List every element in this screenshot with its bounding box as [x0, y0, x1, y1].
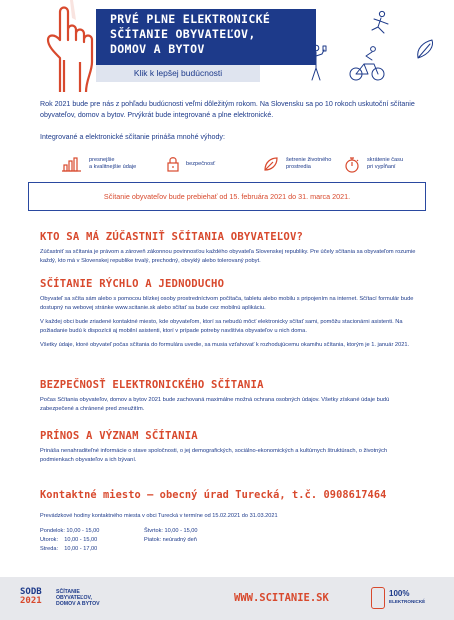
sodb-logo — [20, 588, 42, 606]
website-link[interactable]: WWW.SCITANIE.SK — [234, 592, 329, 604]
electronic-badge — [389, 589, 429, 609]
leaf-icon — [418, 40, 433, 58]
section-security — [40, 379, 420, 419]
benefit-line: a kvalitnejšie údaje — [89, 164, 137, 170]
section-paragraph: V každej obci bude zriadené kontaktné miesto, kde obyvateľom, ktorí sa nebudú môcť elektronicky sčítať sami, pomôžu stacionárni asistenti. Na požiadanie budú k dispozícii aj mobilní asistenti, ktorí v prípade potreby navštívia obyvateľov u nich doma. — [40, 319, 403, 334]
person-with-phone-icon — [311, 45, 326, 80]
section-benefits — [40, 430, 420, 470]
header-title-line: PRVÉ PLNE ELEKTRONICKÉ — [110, 12, 271, 26]
date-notice: Sčítanie obyvateľov bude prebiehať od 15. februára 2021 do 31. marca 2021. — [28, 182, 426, 211]
logo-text-line: DOMOV A BYTOV — [56, 601, 100, 608]
header-subtitle: Klik k lepšej budúcnosti — [96, 65, 260, 82]
badge-line: ELEKTRONICKÉ — [389, 599, 426, 604]
office-hours-note: Prevádzkové hodiny kontaktného miesta v obci Turecká v termíne od 15.02.2021 do 31.03.2021 — [40, 513, 278, 519]
logo-line: 2021 — [20, 596, 42, 606]
benefit-line: prostredia — [286, 164, 311, 170]
section-paragraph: Všetky údaje, ktoré obyvateľ počas sčítania do formulára uvedie, sa musia vzťahovať k rozhodujúcemu okamihu sčítania, ktorým je 1. január 2021. — [40, 342, 410, 348]
benefit-text — [286, 157, 331, 171]
benefit-item — [263, 149, 331, 179]
lock-icon — [167, 156, 179, 172]
benefit-line: pri vypĺňaní — [367, 164, 396, 170]
badge-line: 100% — [389, 589, 410, 598]
logo-text — [56, 589, 100, 608]
benefit-text: bezpečnosť — [186, 160, 216, 167]
leaf-icon — [263, 156, 279, 172]
section-quick — [40, 278, 420, 355]
benefit-item — [344, 149, 403, 179]
logo-text-line: SČÍTANIE — [56, 589, 80, 595]
hours-row: Streda: 10,00 - 17,00 — [40, 546, 98, 552]
section-paragraph: Prináša nenahraditeľné informácie o stave spoločnosti, o jej demografických, sociálno-ekonomických a kultúrnych štruktúrach, o životných podmienkach obyvateľov a ich bývaní. — [40, 448, 388, 463]
header-illustrations — [0, 0, 454, 92]
benefit-item — [167, 149, 215, 179]
section-who — [40, 231, 420, 271]
section-heading: SČÍTANIE RÝCHLO A JEDNODUCHO — [40, 278, 225, 290]
section-paragraph: Zúčastniť sa sčítania je právom a zároveň zákonnou povinnosťou každého obyvateľa Slovenskej republiky. Pre účely sčítania sa obyvateľom rozumie každý, kto má v Slovenskej republike trvalý, prechodný, obvyklý alebo tolerovaný pobyt. — [40, 249, 416, 264]
header-title-line: DOMOV A BYTOV — [110, 42, 205, 56]
chart-icon — [62, 156, 82, 172]
hours-row: Piatok: neúradný deň — [144, 537, 197, 543]
benefit-text — [89, 157, 136, 171]
logo-line: SODB — [20, 587, 42, 597]
hours-row: Utorok: 10,00 - 15,00 — [40, 537, 98, 543]
section-paragraph: Počas Sčítania obyvateľov, domov a bytov 2021 bude zachovaná maximálne možná ochrana osobných údajov. Všetky získané údaje budú zabezpečené a chránené pred zneužitím. — [40, 397, 390, 412]
benefit-line: presnejšie — [89, 157, 115, 163]
stopwatch-icon — [344, 156, 360, 173]
section-heading: PRÍNOS A VÝZNAM SČÍTANIA — [40, 430, 198, 442]
logo-text-line: OBYVATEĽOV, — [56, 595, 92, 602]
hours-row: Štvrtok: 10,00 - 15,00 — [144, 528, 198, 534]
benefit-text — [367, 157, 403, 171]
contact-line: Kontaktné miesto – obecný úrad Turecká, t.č. 0908617464 — [40, 489, 387, 501]
footer — [0, 577, 454, 620]
section-paragraph: Obyvateľ sa sčíta sám alebo s pomocou blízkej osoby prostredníctvom počítača, tabletu alebo mobilu s pripojením na internet. Sčítací formulár bude dostupný na webovej stránke www.scitanie.sk alebo sčítať sa bude cez mobilnú aplikáciu. — [40, 296, 414, 311]
benefit-line: skrátenie času — [367, 157, 404, 163]
runner-icon — [372, 11, 388, 33]
hours-row: Pondelok: 10,00 - 15,00 — [40, 528, 100, 534]
cyclist-icon — [350, 47, 384, 80]
benefits-row — [40, 149, 430, 179]
benefit-line: šetrenie životného — [286, 157, 332, 163]
benefits-heading: Integrované a elektronické sčítanie prináša mnohé výhody: — [40, 133, 225, 141]
section-heading: BEZPEČNOSŤ ELEKTRONICKÉHO SČÍTANIA — [40, 379, 264, 391]
section-heading: KTO SA MÁ ZÚČASTNIŤ SČÍTANIA OBYVATEĽOV? — [40, 231, 304, 243]
benefit-item — [62, 149, 136, 179]
intro-paragraph: Rok 2021 bude pre nás z pohľadu budúcnosti veľmi dôležitým rokom. Na Slovensku sa po 10 rokoch uskutoční sčítanie obyvateľov, domov a bytov. Prvýkrát bude integrované a plne elektronické. — [40, 100, 415, 119]
phone-icon — [371, 587, 385, 609]
header — [0, 0, 454, 92]
header-title-line: SČÍTANIE OBYVATEĽOV, — [110, 27, 256, 41]
